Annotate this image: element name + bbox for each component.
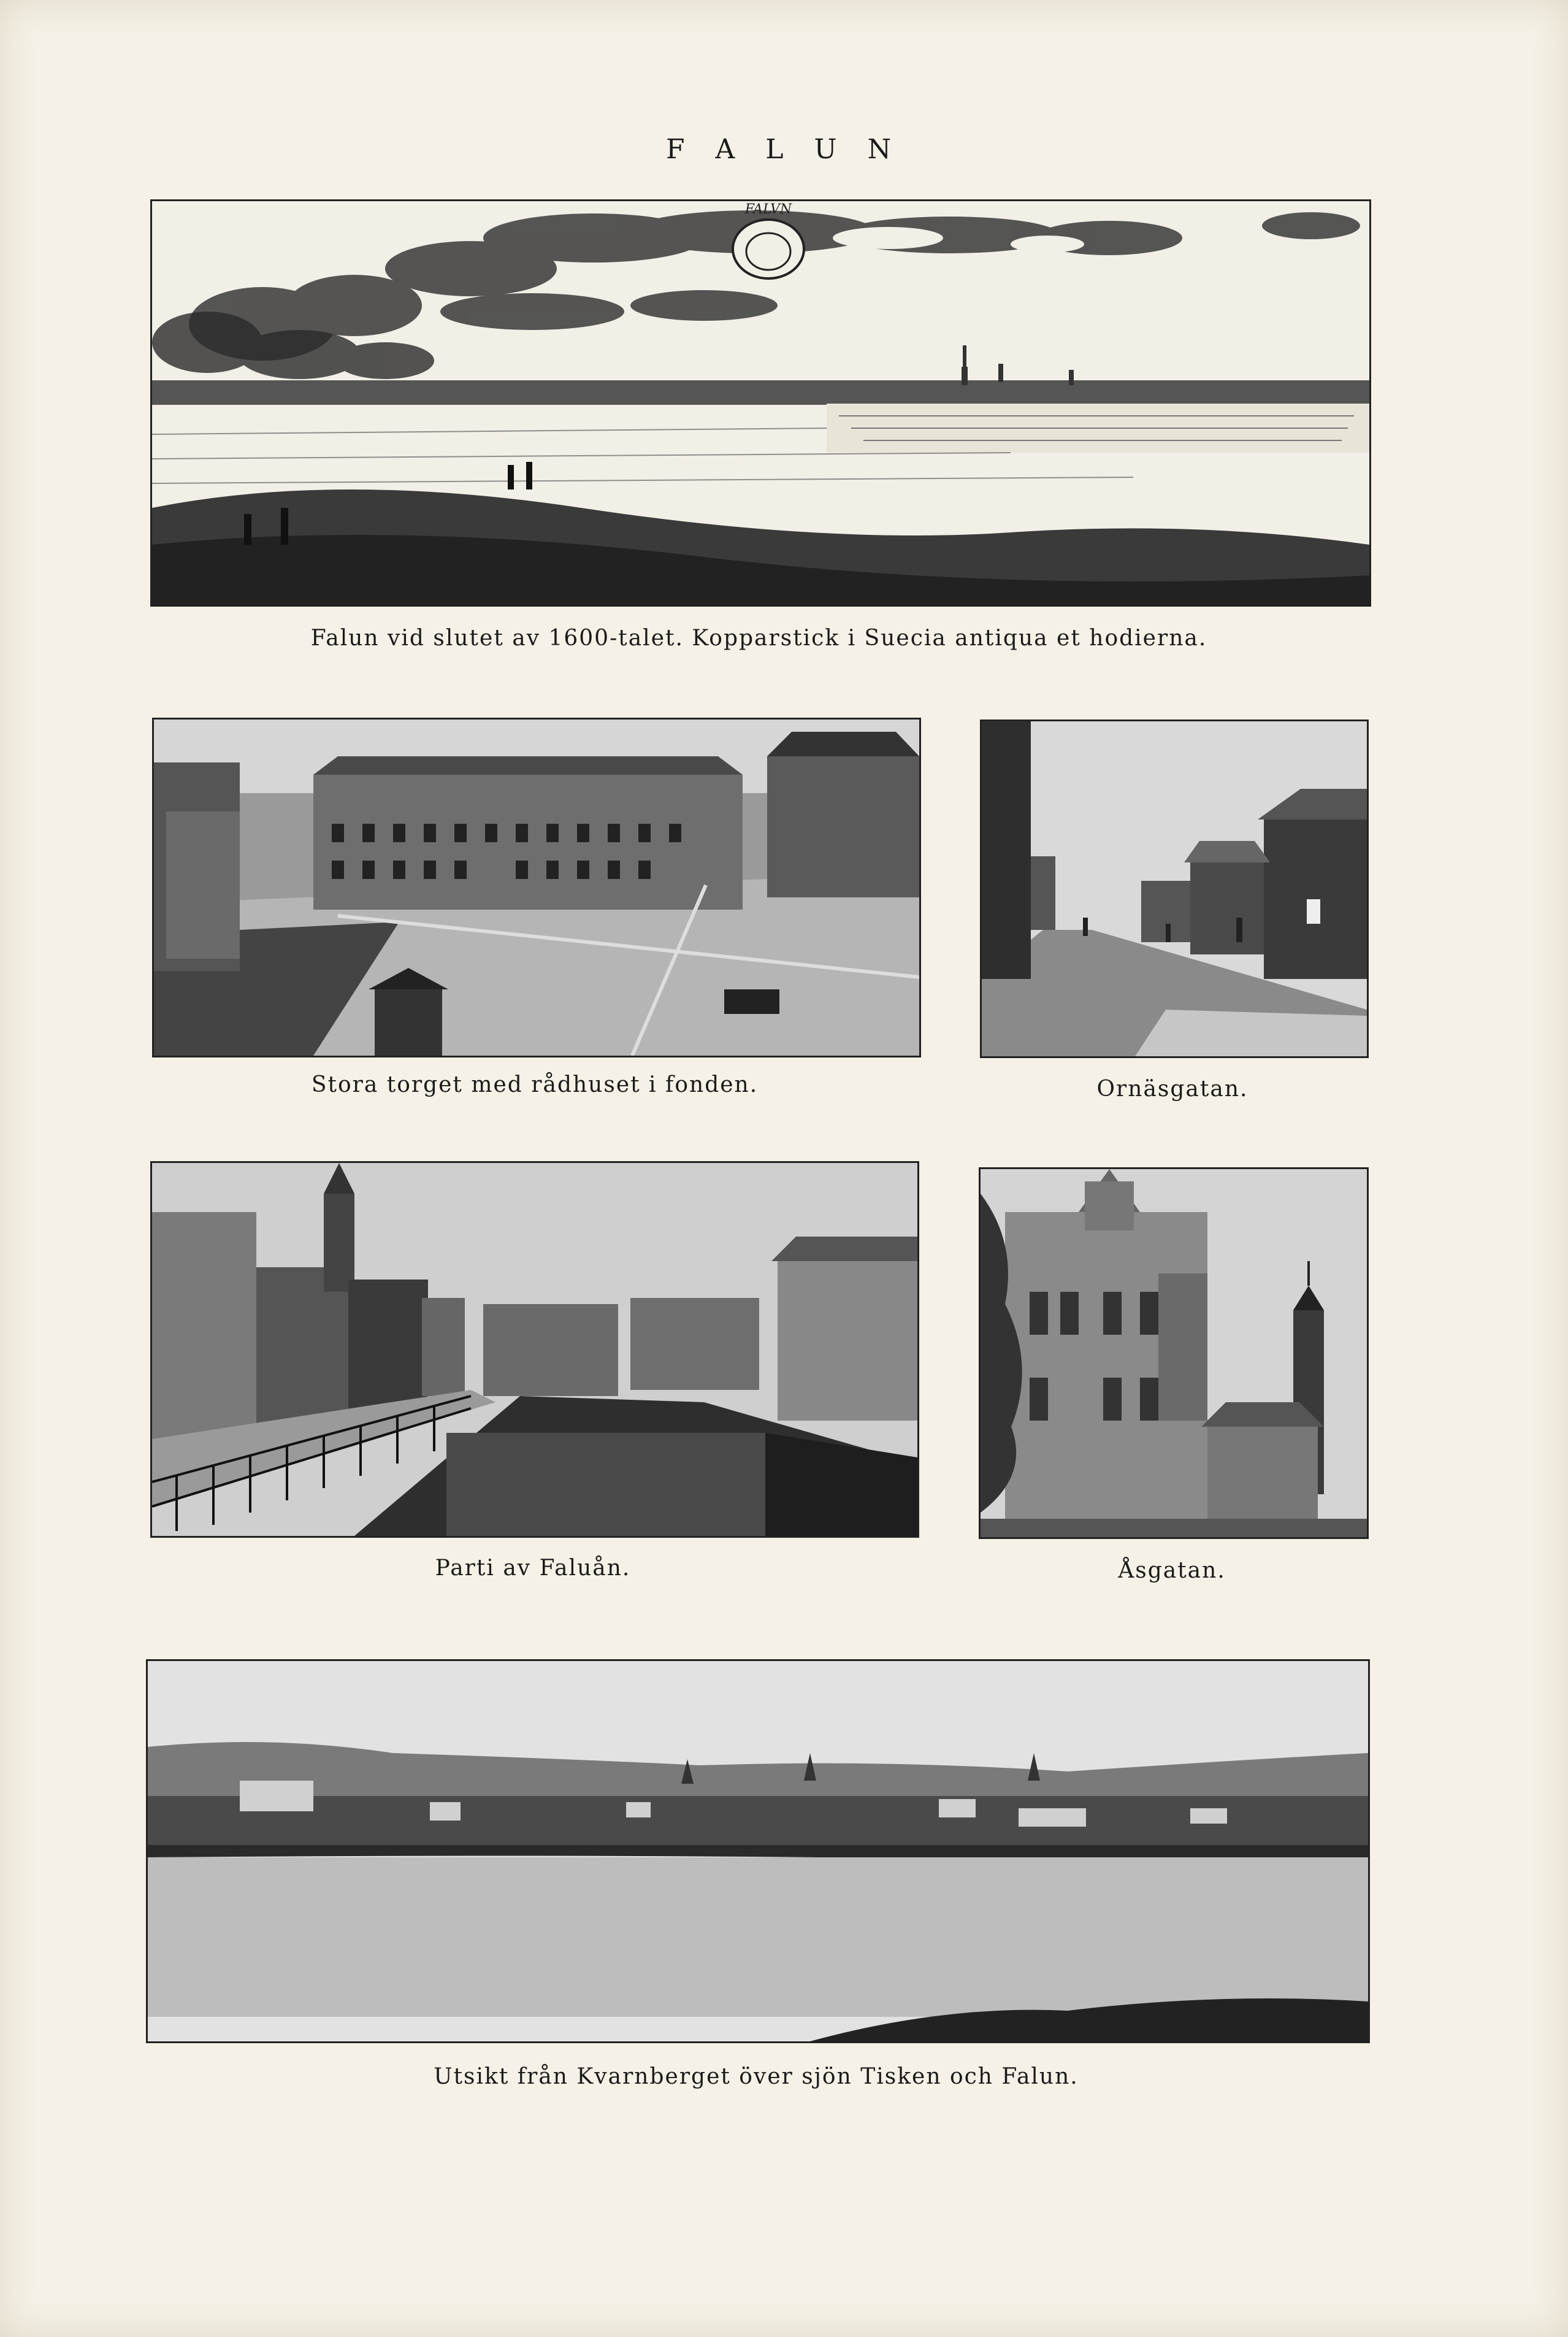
page-title: F A L U N — [665, 134, 903, 165]
engraving-image — [150, 199, 1371, 607]
cartouche-text: FALVN — [744, 202, 792, 217]
ornasgatan-caption: Ornäsgatan. — [1096, 1076, 1249, 1102]
faluan-photo — [150, 1161, 919, 1538]
utsikt-photo — [146, 1659, 1370, 2043]
engraving-caption: Falun vid slutet av 1600-talet. Kopparstick i Suecia antiqua et hodierna. — [310, 626, 1207, 651]
stora-torget-photo — [152, 718, 921, 1057]
asgatan-caption: Åsgatan. — [1118, 1558, 1226, 1583]
faluan-caption: Parti av Faluån. — [435, 1556, 631, 1581]
asgatan-photo — [979, 1167, 1369, 1539]
stora-torget-caption: Stora torget med rådhuset i fonden. — [311, 1072, 759, 1097]
utsikt-caption: Utsikt från Kvarnberget över sjön Tisken och Falun. — [434, 2064, 1079, 2089]
ornasgatan-photo — [980, 720, 1369, 1058]
